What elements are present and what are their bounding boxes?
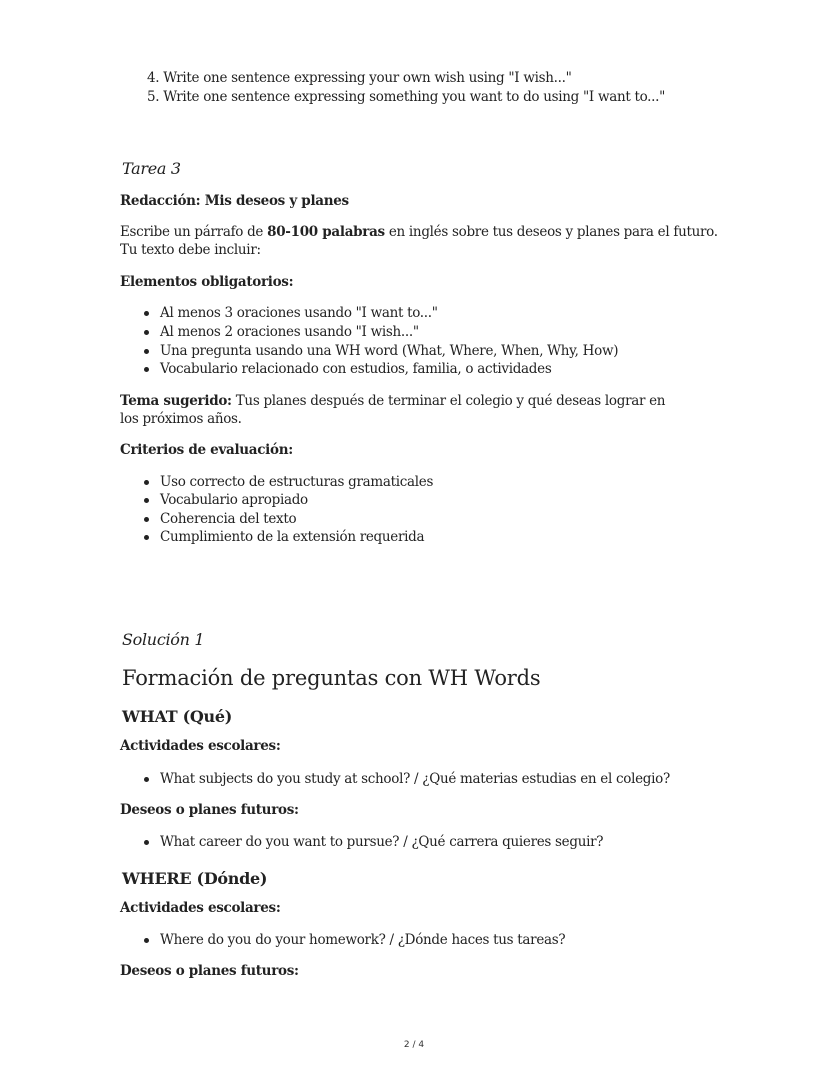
list-item: Vocabulario apropiado: [160, 492, 308, 508]
tema-text: Tus planes después de terminar el colegio y qué deseas lograr en los próximos años.: [120, 393, 666, 427]
section-label: Tarea 3: [122, 159, 181, 178]
intro-text: Escribe un párrafo de: [120, 224, 268, 240]
where-heading: WHERE (Dónde): [122, 869, 268, 888]
solution-title: Formación de preguntas con WH Words: [122, 666, 541, 690]
tema-paragraph: [120, 392, 680, 428]
section-label: Solución 1: [122, 630, 205, 649]
list-item: Al menos 2 oraciones usando "I wish...": [160, 324, 419, 340]
list-item: Uso correcto de estructuras gramaticales: [160, 474, 434, 490]
list-item: Vocabulario relacionado con estudios, familia, o actividades: [160, 361, 552, 377]
task-title: Redacción: Mis deseos y planes: [120, 193, 349, 209]
list-item: 5. Write one sentence expressing something you want to do using "I want to...": [147, 89, 666, 105]
list-item: What career do you want to pursue? / ¿Qué carrera quieres seguir?: [160, 834, 604, 850]
elementos-heading: Elementos obligatorios:: [120, 274, 294, 290]
word-count: 80-100 palabras: [267, 224, 385, 240]
list-item: What subjects do you study at school? / ¿Qué materias estudias en el colegio?: [160, 771, 670, 787]
subheading: Actividades escolares:: [120, 900, 281, 916]
page-number: 2 / 4: [403, 1040, 425, 1050]
list-item: Where do you do your homework? / ¿Dónde haces tus tareas?: [160, 932, 566, 948]
criterios-heading: Criterios de evaluación:: [120, 442, 293, 458]
list-item: Al menos 3 oraciones usando "I want to...": [160, 305, 438, 321]
list-item: Una pregunta usando una WH word (What, Where, When, Why, How): [160, 343, 619, 359]
subheading: Deseos o planes futuros:: [120, 963, 299, 979]
intro-text: en inglés sobre tus deseos y planes para el futuro. Tu texto debe incluir:: [120, 224, 718, 258]
list-item: 4. Write one sentence expressing your own wish using "I wish...": [147, 70, 572, 86]
what-heading: WHAT (Qué): [122, 707, 232, 726]
subheading: Deseos o planes futuros:: [120, 802, 299, 818]
intro-paragraph: [120, 223, 720, 259]
subheading: Actividades escolares:: [120, 738, 281, 754]
list-item: Cumplimiento de la extensión requerida: [160, 529, 425, 545]
tema-label: Tema sugerido:: [120, 393, 232, 409]
list-item: Coherencia del texto: [160, 511, 297, 527]
